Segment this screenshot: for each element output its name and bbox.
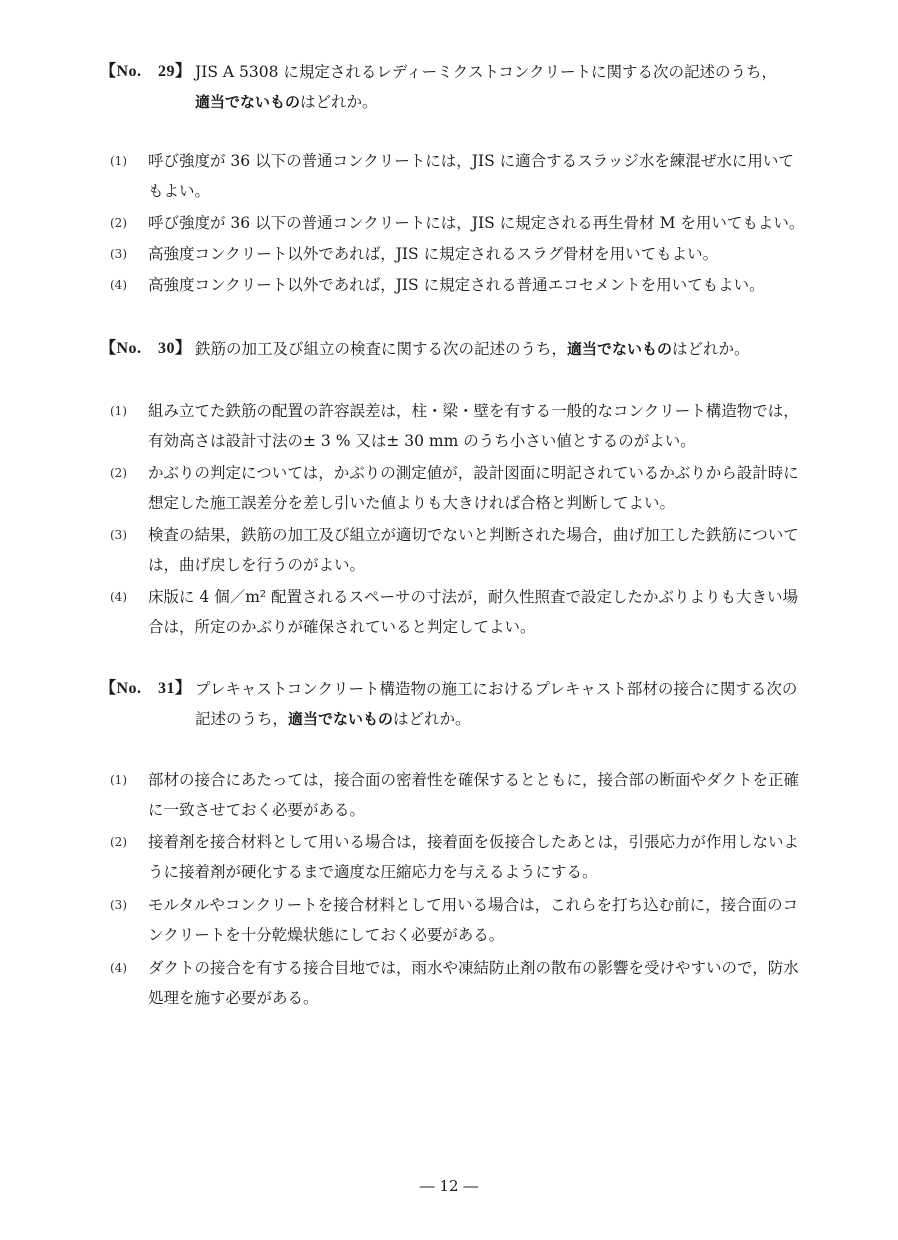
option-text-line1: 床版に 4 個／m² 配置されるスペーサの寸法が，耐久性照査で設定したかぶりよりも大きい場	[148, 588, 799, 606]
option-text-line1: 検査の結果，鉄筋の加工及び組立が適切でないと判断された場合，曲げ加工した鉄筋について	[148, 526, 799, 544]
option-text-line1: 組み立てた鉄筋の配置の許容誤差は，柱・梁・壁を有する一般的なコンクリート構造物では，	[148, 402, 799, 420]
option-text-line1: 高強度コンクリート以外であれば，JIS に規定されるスラグ骨材を用いてもよい。	[148, 245, 719, 263]
option-number: (2)	[110, 216, 127, 230]
question-emphasis: 適当でないもの	[567, 340, 673, 358]
option-text-line1: 呼び強度が 36 以下の普通コンクリートには，JIS に適合するスラッジ水を練混ぜ水に用いて	[148, 152, 794, 170]
question-text-line2	[195, 87, 805, 117]
question-text-pre: 記述のうち，	[195, 710, 289, 728]
question-number: 【No. 29】	[100, 63, 192, 80]
question-text-line2	[195, 704, 805, 734]
option-text-line2: 合は，所定のかぶりが確保されていると判定してよい。	[148, 618, 536, 636]
option-text-line2: もよい。	[148, 182, 211, 200]
question-emphasis: 適当でないもの	[195, 93, 301, 111]
option-number: (2)	[110, 835, 127, 849]
option-text-line1: ダクトの接合を有する接合目地では，雨水や凍結防止剤の散布の影響を受けやすいので，防水	[148, 959, 799, 977]
option-number: (2)	[110, 466, 127, 480]
option-text-line2: に一致させておく必要がある。	[148, 801, 366, 819]
question-text-line1: JIS A 5308 に規定されるレディーミクストコンクリートに関する次の記述のうち，	[195, 63, 778, 81]
question-text-line1: プレキャストコンクリート構造物の施工におけるプレキャスト部材の接合に関する次の	[195, 680, 798, 698]
option-number: (3)	[110, 247, 127, 261]
question-emphasis: 適当でないもの	[288, 710, 394, 728]
question-number: 【No. 31】	[100, 680, 192, 697]
option-number: (1)	[110, 154, 127, 168]
question-text-post: はどれか。	[672, 340, 750, 358]
option-text-line1: かぶりの判定については，かぶりの測定値が，設計図面に明記されているかぶりから設計時に	[148, 464, 799, 482]
option-text-line1: 呼び強度が 36 以下の普通コンクリートには，JIS に規定される再生骨材 M を用いてもよい。	[148, 214, 805, 232]
option-text-line1: 部材の接合にあたっては，接合面の密着性を確保するとともに，接合部の断面やダクトを正確	[148, 771, 800, 789]
question-text-post: はどれか。	[300, 93, 378, 111]
option-text-line1: 接着剤を接合材料として用いる場合は，接着面を仮接合したあとは，引張応力が作用しないよ	[148, 833, 800, 851]
option-text-line1: 高強度コンクリート以外であれば，JIS に規定される普通エコセメントを用いてもよい。	[148, 276, 765, 294]
option-text-line2: うに接着剤が硬化するまで適度な圧縮応力を与えるようにする。	[148, 863, 598, 881]
option-text-line2: ンクリートを十分乾燥状態にしておく必要がある。	[148, 926, 505, 944]
question-text-line1	[195, 334, 805, 364]
option-number: (4)	[110, 961, 127, 975]
option-number: (3)	[110, 898, 127, 912]
option-number: (3)	[110, 528, 127, 542]
option-text-line2: 処理を施す必要がある。	[148, 989, 319, 1007]
question-number: 【No. 30】	[100, 340, 192, 357]
option-number: (1)	[110, 773, 127, 787]
option-number: (4)	[110, 278, 127, 292]
option-number: (4)	[110, 590, 127, 604]
question-text-post: はどれか。	[393, 710, 471, 728]
option-text-line2: 有効高さは設計寸法の± 3 % 又は± 30 mm のうち小さい値とするのがよい。	[148, 432, 696, 450]
option-number: (1)	[110, 404, 127, 418]
option-text-line1: モルタルやコンクリートを接合材料として用いる場合は，これらを打ち込む前に，接合面のコ	[148, 896, 799, 914]
question-text-pre: 鉄筋の加工及び組立の検査に関する次の記述のうち，	[195, 340, 568, 358]
option-text-line2: は，曲げ戻しを行うのがよい。	[148, 556, 366, 574]
option-text-line2: 想定した施工誤差分を差し引いた値よりも大きければ合格と判断してよい。	[148, 494, 676, 512]
page-number: ― 12 ―	[419, 1177, 479, 1195]
